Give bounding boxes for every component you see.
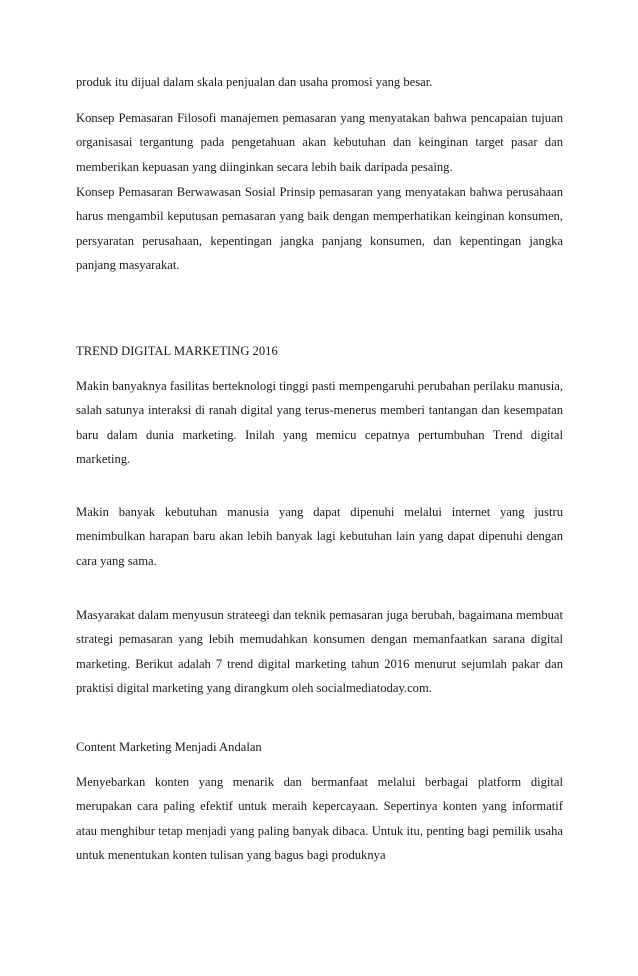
paragraph-menyebarkan-konten: Menyebarkan konten yang menarik dan bermanfaat melalui berbagai platform digital merupakan cara paling efektif untuk meraih kepercayaan. Sepertinya konten yang informatif atau menghibur tetap menjadi yang paling banyak dibaca. Untuk itu, penting bagi pemilik usaha untuk menentukan konten tulisan yang bagus bagi produknya bbox=[76, 775, 563, 863]
paragraph-strategi-pemasaran: Masyarakat dalam menyusun strateegi dan teknik pemasaran juga berubah, bagaimana membuat strategi pemasaran yang lebih memudahkan konsumen dengan memanfaatkan sarana digital marketing. Berikut adalah 7 trend digital marketing tahun 2016 menurut sejumlah pakar dan praktisi digital marketing yang dirangkum oleh socialmediatoday.com. bbox=[76, 608, 563, 696]
paragraph-kebutuhan-manusia: Makin banyak kebutuhan manusia yang dapat dipenuhi melalui internet yang justru menimbulkan harapan baru akan lebih banyak lagi kebutuhan lain yang dapat dipenuhi dengan cara yang sama. bbox=[76, 505, 563, 568]
paragraph-konsep-sosial: Konsep Pemasaran Berwawasan Sosial Prinsip pemasaran yang menyatakan bahwa perusahaan harus mengambil keputusan pemasaran yang baik dengan memperhatikan keinginan konsumen, persyaratan perusahaan, kepentingan jangka panjang konsumen, dan kepentingan jangka panjang masyarakat. bbox=[76, 185, 563, 273]
heading-trend-digital-marketing: TREND DIGITAL MARKETING 2016 bbox=[76, 344, 278, 358]
paragraph-fasilitas-teknologi: Makin banyaknya fasilitas berteknologi tinggi pasti mempengaruhi perubahan perilaku manusia, salah satunya interaksi di ranah digital yang terus-menerus memberi tantangan dan kesempatan baru dalam dunia marketing. Inilah yang memicu cepatnya pertumbuhan Trend digital marketing. bbox=[76, 379, 563, 467]
heading-content-marketing: Content Marketing Menjadi Andalan bbox=[76, 740, 262, 754]
paragraph-konsep-pemasaran: Konsep Pemasaran Filosofi manajemen pemasaran yang menyatakan bahwa pencapaian tujuan organisasai tergantung pada pengetahuan akan kebutuhan dan keinginan target pasar dan memberikan kepuasan yang diinginkan secara lebih baik daripada pesaing. bbox=[76, 111, 563, 174]
paragraph-produk-intro: produk itu dijual dalam skala penjualan dan usaha promosi yang besar. bbox=[76, 75, 433, 89]
